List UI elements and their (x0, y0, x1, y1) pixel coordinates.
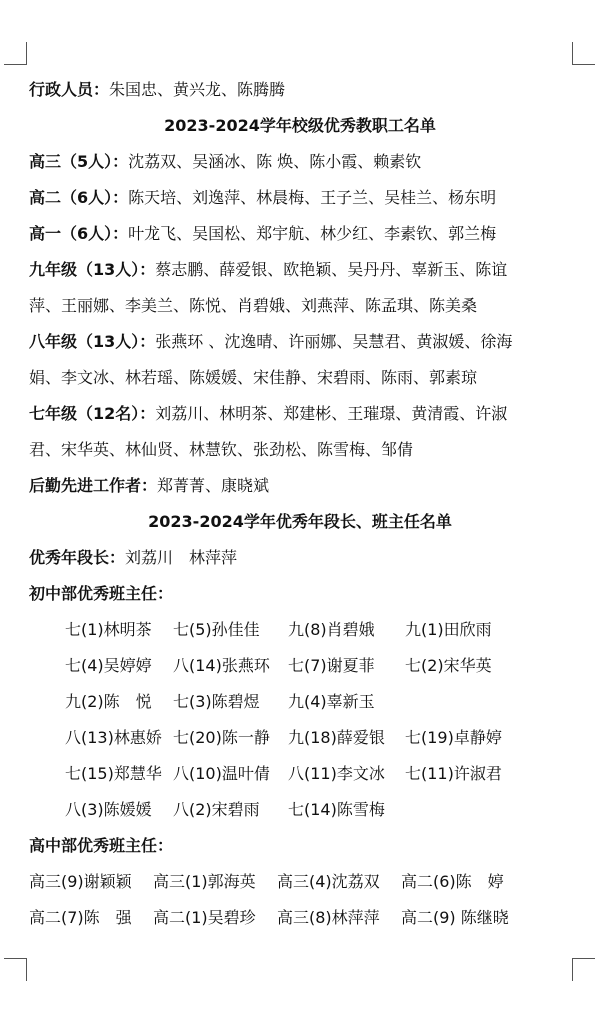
teacher-entry: 高三(4)沈荔双 (277, 872, 380, 891)
teacher-entry: 高三(8)林萍萍 (277, 908, 380, 927)
teacher-entry: 七(3)陈碧煜 (173, 692, 260, 711)
teacher-entry: 七(7)谢夏菲 (288, 656, 375, 675)
teacher-row (29, 900, 581, 936)
staff-names: 刘荔川、林明茶、郑建彬、王璀璟、黄清霞、许淑 (155, 404, 508, 423)
document-body (29, 72, 581, 936)
teacher-entry: 七(2)宋华英 (405, 656, 492, 675)
teacher-row (29, 756, 581, 792)
crop-mark-top-right (572, 42, 595, 65)
staff-grade8 (29, 324, 581, 360)
teacher-row (29, 720, 581, 756)
teacher-entry: 八(2)宋碧雨 (173, 800, 260, 819)
teacher-row (29, 792, 581, 828)
teacher-entry: 七(15)郑慧华 (65, 764, 162, 783)
title-leaders-list: 2023-2024学年优秀年段长、班主任名单 (148, 512, 452, 531)
staff-names: 沈荔双、吴涵冰、陈 焕、陈小霞、赖素钦 (128, 152, 422, 171)
staff-grade8-cont: 娟、李文冰、林若瑶、陈媛媛、宋佳静、宋碧雨、陈雨、郭素琼 (29, 368, 478, 387)
teacher-entry: 七(5)孙佳佳 (173, 620, 260, 639)
senior-teachers-list (29, 864, 581, 936)
teacher-entry: 九(18)薛爱银 (288, 728, 385, 747)
staff-grade9-cont: 萍、王丽娜、李美兰、陈悦、肖碧娥、刘燕萍、陈孟琪、陈美桑 (29, 296, 478, 315)
teacher-entry: 高二(7)陈 强 (29, 908, 132, 927)
teacher-entry: 八(3)陈媛媛 (65, 800, 152, 819)
staff-names: 叶龙飞、吴国松、郑宇航、林少红、李素钦、郭兰梅 (128, 224, 497, 243)
logistics-label: 后勤先进工作者： (29, 476, 158, 495)
teacher-entry: 七(11)许淑君 (405, 764, 502, 783)
staff-names: 张燕环 、沈逸晴、许丽娜、吴慧君、黄淑媛、徐海 (155, 332, 513, 351)
crop-mark-top-left (4, 42, 27, 65)
staff-label: 九年级（13人）： (29, 260, 156, 279)
staff-senior3 (29, 144, 581, 180)
teacher-entry: 七(19)卓静婷 (405, 728, 502, 747)
teacher-row (29, 648, 581, 684)
teacher-entry: 八(10)温叶倩 (173, 764, 270, 783)
teacher-entry: 七(1)林明茶 (65, 620, 152, 639)
teacher-row (29, 864, 581, 900)
teacher-row (29, 612, 581, 648)
teacher-entry: 九(1)田欣雨 (405, 620, 492, 639)
junior-label: 初中部优秀班主任： (29, 584, 174, 603)
staff-grade7 (29, 396, 581, 432)
teacher-row (29, 684, 581, 720)
teacher-entry: 高三(1)郭海英 (153, 872, 256, 891)
staff-grade9 (29, 252, 581, 288)
crop-mark-bottom-left (4, 958, 27, 981)
teacher-entry: 高二(9) 陈继晓 (401, 908, 509, 927)
staff-label: 高二（6人）： (29, 188, 129, 207)
teacher-entry: 八(14)张燕环 (173, 656, 270, 675)
grade-leaders-line (29, 540, 581, 576)
logistics-line (29, 468, 581, 504)
admin-names: 朱国忠、黄兴龙、陈腾腾 (109, 80, 286, 99)
teacher-entry: 七(4)吴婷婷 (65, 656, 152, 675)
teacher-entry: 九(4)辜新玉 (288, 692, 375, 711)
teacher-entry: 八(11)李文冰 (288, 764, 385, 783)
teacher-entry: 八(13)林惠娇 (65, 728, 162, 747)
teacher-entry: 九(8)肖碧娥 (288, 620, 375, 639)
staff-names: 陈天培、刘逸萍、林晨梅、王子兰、吴桂兰、杨东明 (128, 188, 497, 207)
senior-label: 高中部优秀班主任： (29, 836, 174, 855)
staff-label: 七年级（12名）： (29, 404, 156, 423)
staff-names: 蔡志鹏、薛爱银、欧艳颖、吴丹丹、辜新玉、陈谊 (155, 260, 508, 279)
teacher-entry: 高二(1)吴碧珍 (153, 908, 256, 927)
teacher-entry: 七(14)陈雪梅 (288, 800, 385, 819)
staff-label: 高三（5人）： (29, 152, 129, 171)
staff-label: 八年级（13人）： (29, 332, 156, 351)
admin-line (29, 72, 581, 108)
admin-label: 行政人员： (29, 80, 110, 99)
staff-grade7-cont: 君、宋华英、林仙贤、林慧钦、张劲松、陈雪梅、邹倩 (29, 440, 414, 459)
title-staff-list: 2023-2024学年校级优秀教职工名单 (164, 116, 436, 135)
staff-senior1 (29, 216, 581, 252)
staff-label: 高一（6人）： (29, 224, 129, 243)
teacher-entry: 高二(6)陈 婷 (401, 872, 504, 891)
teacher-entry: 九(2)陈 悦 (65, 692, 152, 711)
grade-leaders-names: 刘荔川 林萍萍 (125, 548, 238, 567)
junior-teachers-list (29, 612, 581, 828)
logistics-names: 郑菁菁、康晓斌 (157, 476, 270, 495)
crop-mark-bottom-right (572, 958, 595, 981)
grade-leaders-label: 优秀年段长： (29, 548, 126, 567)
teacher-entry: 七(20)陈一静 (173, 728, 270, 747)
staff-senior2 (29, 180, 581, 216)
teacher-entry: 高三(9)谢颖颖 (29, 872, 132, 891)
